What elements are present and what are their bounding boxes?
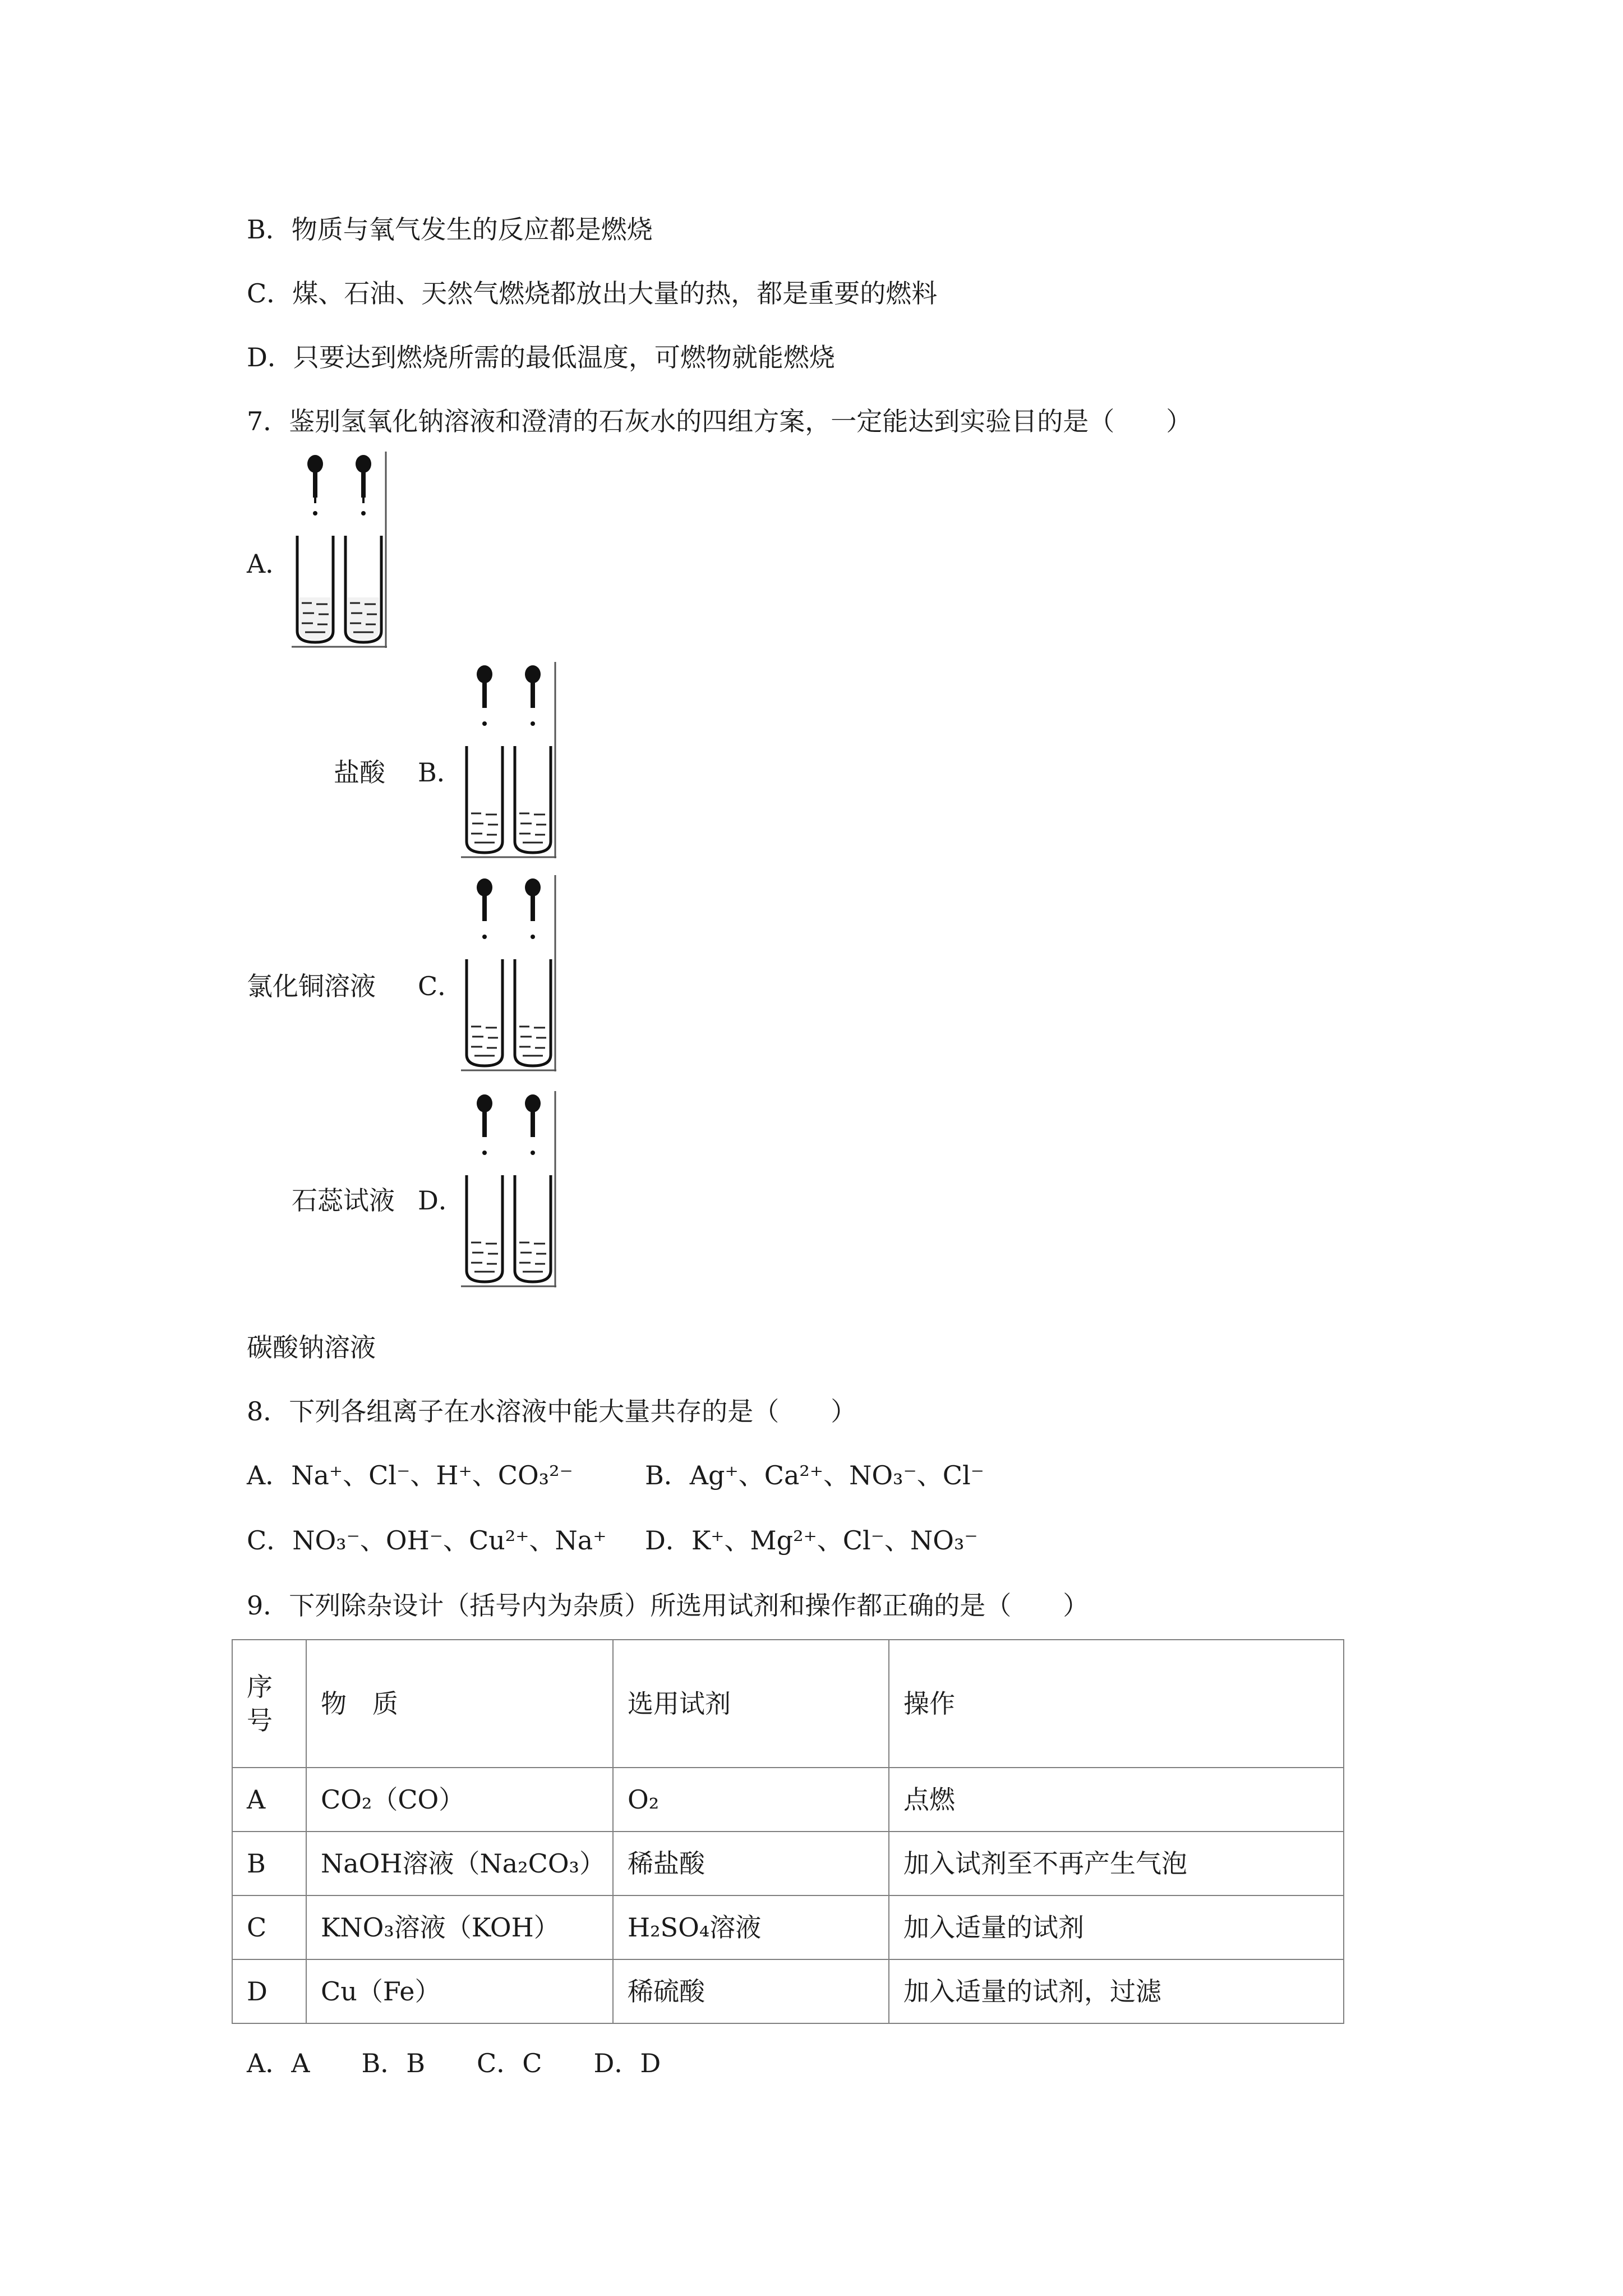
q9-answer-options: A．A B．B C．C D．D <box>247 2048 661 2078</box>
q9-table <box>232 1639 1344 2024</box>
dropper-tubes-icon <box>461 875 556 1071</box>
cell-operation: 点燃 <box>889 1768 1344 1832</box>
cell-reagent: O₂ <box>613 1768 889 1832</box>
header-operation: 操作 <box>889 1640 1344 1768</box>
dropper-tubes-icon <box>461 662 556 858</box>
table-header-row <box>232 1640 1344 1768</box>
cell-substance: NaOH溶液（Na₂CO₃） <box>306 1832 613 1895</box>
q7-option-a-label: A． <box>247 549 292 579</box>
q9-stem: 9．下列除杂设计（括号内为杂质）所选用试剂和操作都正确的是（ ） <box>247 1590 1089 1621</box>
q7-option-c-label: C． <box>418 971 464 1001</box>
header-reagent: 选用试剂 <box>613 1640 889 1768</box>
q7-option-d-reagent: 石蕊试液 <box>292 1185 395 1216</box>
q6-option-c: C．煤、石油、天然气燃烧都放出大量的热，都是重要的燃料 <box>247 278 938 309</box>
header-substance: 物 质 <box>306 1640 613 1768</box>
table-row <box>232 1959 1344 2023</box>
cell-operation: 加入适量的试剂 <box>889 1895 1344 1959</box>
cell-index: D <box>232 1959 306 2023</box>
cell-index: A <box>232 1768 306 1832</box>
q8-option-b: B．Ag⁺、Ca²⁺、NO₃⁻、Cl⁻ <box>645 1460 984 1490</box>
cell-substance: Cu（Fe） <box>306 1959 613 2023</box>
cell-reagent: 稀硫酸 <box>613 1959 889 2023</box>
cell-index: B <box>232 1832 306 1895</box>
cell-reagent: H₂SO₄溶液 <box>613 1895 889 1959</box>
q7-option-c-reagent: 氯化铜溶液 <box>247 971 376 1001</box>
cell-substance: CO₂（CO） <box>306 1768 613 1832</box>
cell-index: C <box>232 1895 306 1959</box>
table-row <box>232 1832 1344 1895</box>
header-index: 序号 <box>232 1640 306 1768</box>
table-row <box>232 1895 1344 1959</box>
q8-stem: 8．下列各组离子在水溶液中能大量共存的是（ ） <box>247 1396 857 1427</box>
table-row <box>232 1768 1344 1832</box>
q7-option-b-label: B． <box>418 757 463 788</box>
q7-trailing-reagent: 碳酸钠溶液 <box>247 1332 376 1363</box>
cell-operation: 加入适量的试剂，过滤 <box>889 1959 1344 2023</box>
cell-reagent: 稀盐酸 <box>613 1832 889 1895</box>
q7-option-d-figure <box>461 1091 556 1287</box>
q7-option-c-figure <box>461 875 556 1071</box>
q6-option-b: B．物质与氧气发生的反应都是燃烧 <box>247 214 653 245</box>
cell-operation: 加入试剂至不再产生气泡 <box>889 1832 1344 1895</box>
dropper-tubes-icon <box>461 1091 556 1287</box>
q7-stem: 7．鉴别氢氧化钠溶液和澄清的石灰水的四组方案，一定能达到实验目的是（ ） <box>247 406 1192 436</box>
q7-option-b-figure <box>461 662 556 858</box>
q7-option-a-figure <box>292 452 387 648</box>
q7-option-b-reagent: 盐酸 <box>334 757 385 788</box>
q8-option-d: D．K⁺、Mg²⁺、Cl⁻、NO₃⁻ <box>645 1525 978 1556</box>
cell-substance: KNO₃溶液（KOH） <box>306 1895 613 1959</box>
q6-option-d: D．只要达到燃烧所需的最低温度，可燃物就能燃烧 <box>247 342 835 372</box>
q8-option-c: C．NO₃⁻、OH⁻、Cu²⁺、Na⁺ <box>247 1525 607 1556</box>
dropper-tubes-icon <box>292 452 387 648</box>
q8-option-a: A．Na⁺、Cl⁻、H⁺、CO₃²⁻ <box>247 1460 573 1490</box>
q7-option-d-label: D． <box>418 1185 464 1216</box>
